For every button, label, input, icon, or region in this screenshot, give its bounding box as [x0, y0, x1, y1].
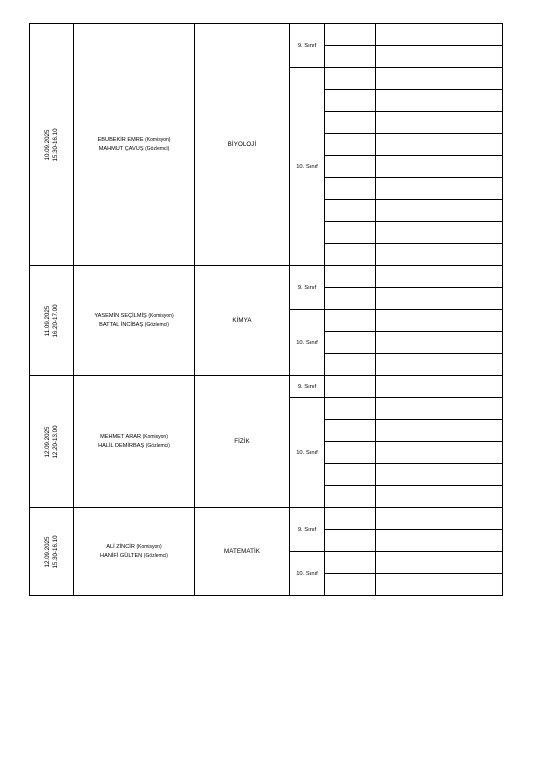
exam-date: 12.09.2025	[43, 536, 51, 567]
empty-cell	[376, 552, 503, 574]
exam-time: 15.30-16.10	[51, 127, 59, 162]
empty-cell	[325, 552, 376, 574]
empty-cell	[325, 266, 376, 288]
empty-cell	[325, 464, 376, 486]
empty-cell	[325, 244, 376, 266]
proctor-name: HANİFİ GÜLTEN	[100, 552, 143, 559]
staff-cell	[74, 24, 195, 266]
grade-cell: 9. Sınıf	[290, 266, 325, 310]
empty-cell	[325, 530, 376, 552]
empty-cell	[325, 398, 376, 420]
exam-date: 12.09.2025	[43, 426, 51, 457]
empty-cell	[325, 486, 376, 508]
empty-cell	[376, 288, 503, 310]
table-row	[30, 508, 503, 530]
empty-cell	[325, 156, 376, 178]
grade-cell: 10. Sınıf	[290, 68, 325, 266]
staff-cell	[74, 508, 195, 596]
date-time-cell	[30, 508, 74, 596]
exam-date: 11.09.2025	[43, 305, 51, 336]
date-time-cell	[30, 376, 74, 508]
empty-cell	[376, 134, 503, 156]
empty-cell	[325, 354, 376, 376]
empty-cell	[325, 574, 376, 596]
empty-cell	[325, 200, 376, 222]
empty-cell	[376, 68, 503, 90]
empty-cell	[325, 222, 376, 244]
empty-cell	[376, 398, 503, 420]
proctor-name: MAHMUT ÇAVUŞ	[98, 145, 144, 152]
staff-cell	[74, 376, 195, 508]
empty-cell	[376, 376, 503, 398]
empty-cell	[325, 332, 376, 354]
date-time-cell	[30, 24, 74, 266]
commission-name: YASEMİN SEÇİLMİŞ	[94, 312, 147, 319]
table-row	[30, 266, 503, 288]
empty-cell	[376, 90, 503, 112]
commission-role: (Komisyon)	[136, 543, 162, 550]
empty-cell	[325, 178, 376, 200]
commission-name: EBUBEKİR EMRE	[97, 136, 144, 143]
empty-cell	[376, 200, 503, 222]
grade-cell: 9. Sınıf	[290, 508, 325, 552]
exam-time: 15.30-16.10	[51, 534, 59, 569]
empty-cell	[376, 310, 503, 332]
empty-cell	[376, 244, 503, 266]
commission-name: MEHMET ARAR	[100, 433, 142, 440]
exam-schedule-table	[29, 23, 503, 596]
empty-cell	[325, 112, 376, 134]
proctor-name: HALİL DEMİRBAŞ	[98, 442, 145, 449]
grade-cell: 10. Sınıf	[290, 552, 325, 596]
grade-cell: 10. Sınıf	[290, 398, 325, 508]
empty-cell	[325, 90, 376, 112]
commission-role: (Komisyon)	[148, 312, 174, 319]
commission-role: (Komisyon)	[145, 136, 171, 143]
proctor-role: (Gözlemci)	[143, 552, 168, 559]
empty-cell	[376, 112, 503, 134]
empty-cell	[376, 266, 503, 288]
empty-cell	[325, 288, 376, 310]
empty-cell	[325, 376, 376, 398]
empty-cell	[376, 46, 503, 68]
empty-cell	[325, 46, 376, 68]
staff-cell	[74, 266, 195, 376]
subject-cell: BİYOLOJİ	[195, 24, 290, 266]
proctor-name: BATTAL İNCİBAŞ	[99, 321, 144, 328]
empty-cell	[376, 178, 503, 200]
commission-name: ALİ ZİNCİR	[106, 543, 135, 550]
empty-cell	[376, 222, 503, 244]
empty-cell	[325, 24, 376, 46]
exam-time: 16.20-17.00	[51, 303, 59, 338]
empty-cell	[325, 310, 376, 332]
empty-cell	[376, 464, 503, 486]
proctor-role: (Gözlemci)	[145, 442, 170, 449]
commission-role: (Komisyon)	[142, 433, 168, 440]
empty-cell	[376, 332, 503, 354]
empty-cell	[376, 442, 503, 464]
empty-cell	[376, 354, 503, 376]
empty-cell	[376, 420, 503, 442]
proctor-role: (Gözlemci)	[145, 145, 170, 152]
table-row	[30, 376, 503, 398]
empty-cell	[376, 508, 503, 530]
exam-date: 10.09.2025	[43, 129, 51, 160]
empty-cell	[376, 486, 503, 508]
empty-cell	[376, 574, 503, 596]
table-row	[30, 24, 503, 46]
subject-cell: FİZİK	[195, 376, 290, 508]
empty-cell	[325, 442, 376, 464]
empty-cell	[376, 24, 503, 46]
empty-cell	[325, 508, 376, 530]
subject-cell: KİMYA	[195, 266, 290, 376]
empty-cell	[325, 134, 376, 156]
empty-cell	[376, 156, 503, 178]
proctor-role: (Gözlemci)	[144, 321, 169, 328]
date-time-cell	[30, 266, 74, 376]
empty-cell	[376, 530, 503, 552]
grade-cell: 9. Sınıf	[290, 376, 325, 398]
empty-cell	[325, 68, 376, 90]
subject-cell: MATEMATİK	[195, 508, 290, 596]
exam-time: 12.20-13.00	[51, 424, 59, 459]
grade-cell: 9. Sınıf	[290, 24, 325, 68]
empty-cell	[325, 420, 376, 442]
grade-cell: 10. Sınıf	[290, 310, 325, 376]
